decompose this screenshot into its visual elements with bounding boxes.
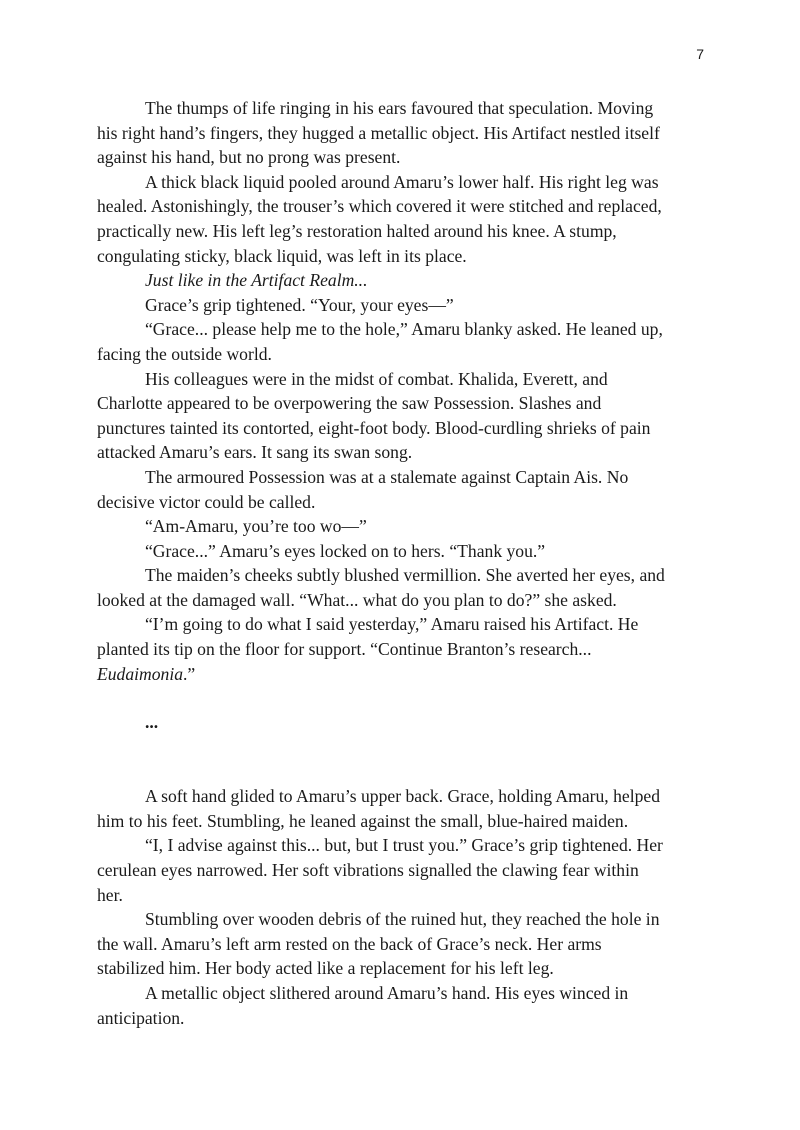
paragraph: The maiden’s cheeks subtly blushed vermillion. She averted her eyes, and looked at the damaged wall. “What... what do you plan to do?” she asked. (97, 565, 665, 610)
page-number: 7 (696, 46, 704, 62)
paragraph: “Am-Amaru, you’re too wo—” (145, 516, 367, 537)
scene-break: ... (145, 712, 159, 733)
paragraph: The thumps of life ringing in his ears favoured that speculation. Moving his right hand’s fingers, they hugged a metallic object. His Artifact nestled itself against his hand, but no prong was present. (97, 98, 660, 168)
paragraph: “Grace... please help me to the hole,” Amaru blanky asked. He leaned up, facing the outside world. (97, 319, 663, 364)
italic-thought: Just like in the Artifact Realm... (145, 270, 368, 291)
paragraph: Grace’s grip tightened. “Your, your eyes—” (145, 294, 454, 315)
paragraph: A soft hand glided to Amaru’s upper back. Grace, holding Amaru, helped him to his feet. Stumbling, he leaned against the small, blue-haired maiden. (97, 786, 660, 831)
paragraph: A metallic object slithered around Amaru’s hand. His eyes winced in anticipation. (97, 983, 629, 1028)
paragraph: The armoured Possession was at a stalemate against Captain Ais. No decisive victor could be called. (97, 466, 629, 512)
emphasis-word: Eudaimonia (97, 663, 184, 684)
paragraph-text: “I’m going to do what I said yesterday,” Amaru raised his Artifact. He planted its tip on the floor for support. “Continue Branton’s research... (97, 614, 639, 660)
paragraph-tail: .” (183, 663, 196, 684)
paragraph-with-emphasis (97, 612, 703, 686)
paragraph: A thick black liquid pooled around Amaru’s lower half. His right leg was healed. Astonishingly, the trouser’s which covered it were stitched and replaced, practically new. His left leg’s restoration halted around his knee. A stump, congulating sticky, black liquid, was left in its place. (97, 171, 662, 266)
body-text (97, 96, 703, 1030)
paragraph: “I, I advise against this... but, but I trust you.” Grace’s grip tightened. Her cerulean eyes narrowed. Her soft vibrations signalled the clawing fear within her. (97, 835, 663, 905)
paragraph: Stumbling over wooden debris of the ruined hut, they reached the hole in the wall. Amaru’s left arm rested on the back of Grace’s neck. Her arms stabilized him. Her body acted like a replacement for his left leg. (97, 909, 660, 979)
paragraph: “Grace...” Amaru’s eyes locked on to hers. “Thank you.” (145, 540, 546, 561)
paragraph: His colleagues were in the midst of combat. Khalida, Everett, and Charlotte appeared to be overpowering the saw Possession. Slashes and punctures tainted its contorted, eight-foot body. Blood-curdling shrieks of pain attacked Amaru’s ears. It sang its swan song. (97, 368, 651, 463)
